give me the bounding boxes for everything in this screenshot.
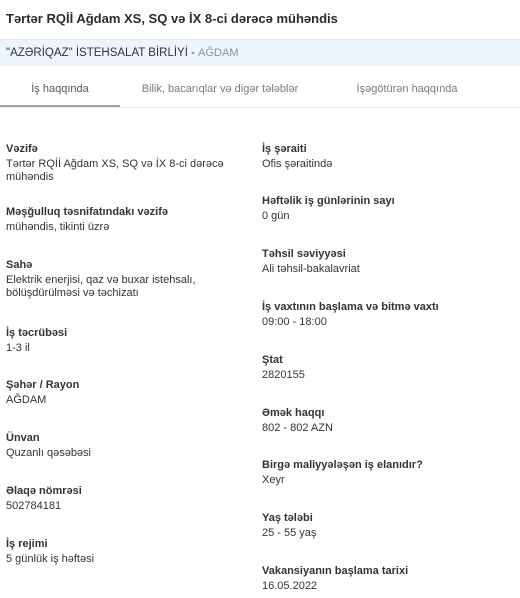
field-value: Tərtər RQİİ Ağdam XS, SQ və İX 8-ci dərəcə mühəndis [6,158,224,183]
field-label: Sahə [6,259,33,271]
field-value[interactable]: 502784181 [6,500,62,512]
field-label: İş rejimi [6,538,48,550]
field-work-hours [262,301,512,329]
field-start-date [262,565,512,593]
field-value: Quzanlı qəsəbəsi [6,447,91,459]
field-label: Vəzifə [6,143,38,155]
field-label: İş şəraiti [262,143,307,155]
field-age-requirement [262,512,512,540]
field-value: Ofis şəraitində [262,158,333,170]
field-value: 5 günlük iş həftəsi [6,553,95,565]
tab-about-job[interactable]: İş haqqında [0,71,120,107]
field-classification [6,206,246,234]
field-staff-id [262,354,512,382]
field-label: İş təcrübəsi [6,327,68,339]
field-education [262,248,512,276]
company-location: AĞDAM [198,47,239,59]
company-separator: - [191,47,195,59]
field-work-conditions [262,143,512,171]
field-work-schedule [6,538,246,566]
field-label: Əmək haqqı [262,407,325,419]
field-label: Ştat [262,354,283,366]
field-label: Əlaqə nömrəsi [6,485,82,497]
field-weekly-days [262,195,512,223]
field-label: Şəhər / Rayon [6,379,80,391]
field-label: Təhsil səviyyəsi [262,248,346,260]
field-salary [262,407,512,435]
tab-about-employer[interactable]: İşəgötürən haqqında [356,83,458,95]
job-details [0,108,520,598]
field-value: AĞDAM [6,394,47,406]
field-value: Elektrik enerjisi, qaz və buxar istehsalı, bölüşdürülməsi və təchizatı [6,274,196,299]
field-address [6,432,246,460]
field-position [6,143,246,184]
field-value: 802 - 802 AZN [262,422,333,434]
field-label: Birgə maliyyələşən iş elanıdır? [262,459,423,471]
field-experience [6,327,246,355]
field-value: Xeyr [262,474,285,486]
field-value: 16.05.2022 [262,580,318,592]
field-value: mühəndis, tikinti üzrə [6,221,110,233]
field-label: Vakansiyanın başlama tarixi [262,565,409,577]
field-value: 09:00 - 18:00 [262,316,327,328]
field-label: Məşğulluq təsnifatındakı vəzifə [6,206,168,218]
field-label: Həftəlik iş günlərinin sayı [262,195,395,207]
company-name[interactable]: "AZƏRİQAZ" İSTEHSALAT BİRLİYİ [6,47,188,59]
field-value: 25 - 55 yaş [262,527,317,539]
field-value: 2820155 [262,369,305,381]
field-value: Ali təhsil-bakalavriat [262,263,360,275]
field-cofinanced [262,459,512,487]
field-value: 1-3 il [6,342,30,354]
tab-bar [0,71,520,108]
field-label: İş vaxtının başlama və bitmə vaxtı [262,301,439,313]
field-label: Yaş tələbi [262,512,313,524]
field-value: 0 gün [262,210,290,222]
field-sector [6,259,246,300]
company-bar [0,39,520,66]
tab-skills-requirements[interactable]: Bilik, bacarıqlar və digər tələblər [141,83,299,95]
field-city [6,379,246,407]
field-label: Ünvan [6,432,40,444]
field-contact-number [6,485,246,513]
page-title: Tərtər RQİİ Ağdam XS, SQ və İX 8-ci dərəcə mühəndis [6,11,338,26]
